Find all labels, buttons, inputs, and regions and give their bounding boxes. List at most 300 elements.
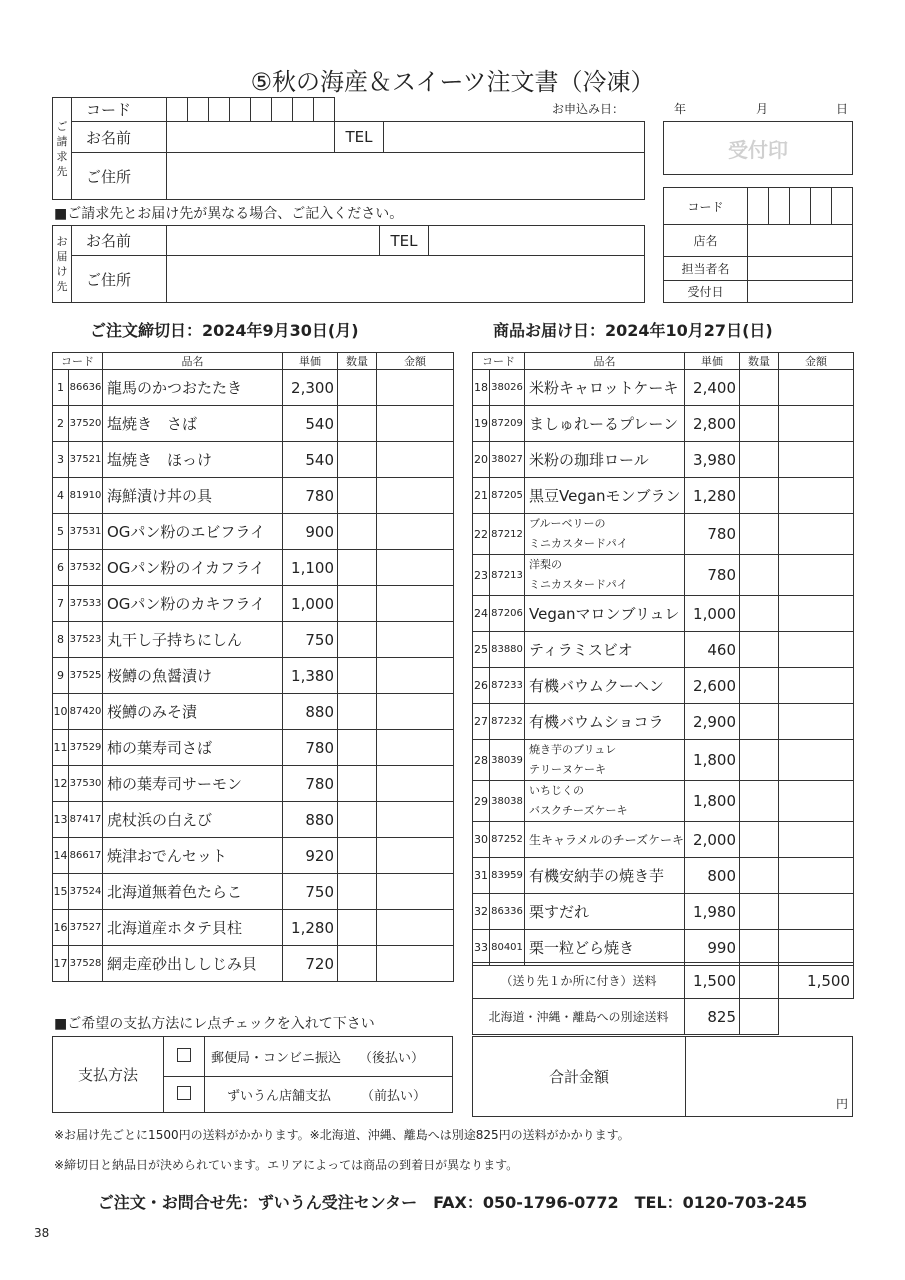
item-amount-field[interactable] bbox=[377, 874, 454, 910]
item-price: 780 bbox=[283, 766, 338, 802]
item-amount-field[interactable] bbox=[377, 622, 454, 658]
header-name: 品名 bbox=[103, 353, 283, 370]
item-amount-field[interactable] bbox=[779, 781, 854, 822]
item-name: ましゅれーるプレーン bbox=[525, 406, 685, 442]
item-price: 780 bbox=[685, 514, 740, 555]
left-product-table bbox=[52, 352, 454, 982]
item-number: 14 bbox=[53, 838, 69, 874]
item-amount-field[interactable] bbox=[779, 894, 854, 930]
item-code: 87212 bbox=[490, 514, 525, 555]
item-price: 1,800 bbox=[685, 781, 740, 822]
item-qty-field[interactable] bbox=[338, 442, 377, 478]
item-amount-field[interactable] bbox=[779, 442, 854, 478]
table-row bbox=[473, 781, 854, 822]
item-number: 6 bbox=[53, 550, 69, 586]
table-row bbox=[53, 586, 454, 622]
item-number: 30 bbox=[473, 822, 490, 858]
item-qty-field[interactable] bbox=[740, 442, 779, 478]
table-row bbox=[53, 838, 454, 874]
table-row bbox=[53, 694, 454, 730]
item-price: 750 bbox=[283, 874, 338, 910]
item-name: OGパン粉のイカフライ bbox=[103, 550, 283, 586]
item-price: 540 bbox=[283, 442, 338, 478]
item-name: 龍馬のかつおたたき bbox=[103, 370, 283, 406]
shipping-qty[interactable] bbox=[740, 963, 779, 999]
item-name: 北海道産ホタテ貝柱 bbox=[103, 910, 283, 946]
item-amount-field[interactable] bbox=[779, 632, 854, 668]
item-code: 37524 bbox=[69, 874, 103, 910]
item-code: 37529 bbox=[69, 730, 103, 766]
shop-staff-field[interactable] bbox=[748, 257, 853, 281]
item-code: 38038 bbox=[490, 781, 525, 822]
table-row bbox=[473, 858, 854, 894]
table-row bbox=[473, 596, 854, 632]
shop-code-cell-5[interactable] bbox=[832, 188, 853, 225]
shop-name-field[interactable] bbox=[748, 225, 853, 257]
apply-date-label: お申込み日： bbox=[552, 102, 625, 116]
item-name: 生キャラメルのチーズケーキ bbox=[525, 822, 685, 858]
checkbox-icon bbox=[177, 1086, 191, 1100]
item-name bbox=[525, 781, 685, 822]
item-qty-field[interactable] bbox=[740, 555, 779, 596]
item-code: 86636 bbox=[69, 370, 103, 406]
table-row bbox=[53, 946, 454, 982]
table-row bbox=[53, 622, 454, 658]
item-price: 1,100 bbox=[283, 550, 338, 586]
item-qty-field[interactable] bbox=[338, 406, 377, 442]
item-price: 1,980 bbox=[685, 894, 740, 930]
item-name: 有機バウムショコラ bbox=[525, 704, 685, 740]
shop-code-label: コード bbox=[664, 188, 748, 225]
shop-code-cell-2[interactable] bbox=[769, 188, 790, 225]
item-number: 25 bbox=[473, 632, 490, 668]
item-name: 丸干し子持ちにしん bbox=[103, 622, 283, 658]
item-qty-field[interactable] bbox=[338, 910, 377, 946]
total-amount-field[interactable] bbox=[686, 1037, 853, 1117]
item-number: 27 bbox=[473, 704, 490, 740]
item-number: 10 bbox=[53, 694, 69, 730]
item-amount-field[interactable] bbox=[377, 766, 454, 802]
item-code: 87252 bbox=[490, 822, 525, 858]
delivery-side-label: お 届 け 先 bbox=[53, 226, 72, 303]
item-name: 柿の葉寿司さば bbox=[103, 730, 283, 766]
right-product-table bbox=[472, 352, 854, 966]
item-number: 31 bbox=[473, 858, 490, 894]
header-name: 品名 bbox=[525, 353, 685, 370]
item-code: 38027 bbox=[490, 442, 525, 478]
item-name-line-1: ブルーベリーの bbox=[529, 517, 606, 530]
item-amount-field[interactable] bbox=[779, 406, 854, 442]
item-price: 1,380 bbox=[283, 658, 338, 694]
item-code: 86617 bbox=[69, 838, 103, 874]
delivery-date: 商品お届け日：2024年10月27日(日) bbox=[493, 321, 773, 340]
item-amount-field[interactable] bbox=[779, 478, 854, 514]
item-qty-field[interactable] bbox=[740, 781, 779, 822]
item-price: 2,400 bbox=[685, 370, 740, 406]
shipping-label: （送り先１か所に付き）送料 bbox=[473, 963, 685, 999]
item-number: 5 bbox=[53, 514, 69, 550]
item-number: 4 bbox=[53, 478, 69, 514]
item-code: 37521 bbox=[69, 442, 103, 478]
item-number: 3 bbox=[53, 442, 69, 478]
total-label: 合計金額 bbox=[473, 1037, 686, 1117]
remote-shipping-qty[interactable] bbox=[740, 999, 779, 1035]
item-name: 海鮮漬け丼の具 bbox=[103, 478, 283, 514]
item-qty-field[interactable] bbox=[740, 406, 779, 442]
item-code: 87232 bbox=[490, 704, 525, 740]
billing-code-cell-3[interactable] bbox=[209, 98, 230, 122]
item-code: 87206 bbox=[490, 596, 525, 632]
billing-code-cell-1[interactable] bbox=[167, 98, 188, 122]
stamp-box bbox=[663, 121, 853, 175]
remote-shipping-label: 北海道・沖縄・離島への別途送料 bbox=[473, 999, 685, 1035]
item-price: 2,000 bbox=[685, 822, 740, 858]
item-number: 16 bbox=[53, 910, 69, 946]
billing-name-field[interactable] bbox=[167, 122, 335, 153]
delivery-name-field[interactable] bbox=[167, 226, 380, 256]
billing-code-cell-4[interactable] bbox=[230, 98, 251, 122]
table-row bbox=[53, 802, 454, 838]
item-amount-field[interactable] bbox=[779, 704, 854, 740]
item-qty-field[interactable] bbox=[740, 930, 779, 966]
item-name-line-2: テリーヌケーキ bbox=[529, 763, 606, 776]
item-name-line-1: 焼き芋のブリュレ bbox=[529, 743, 617, 756]
item-number: 17 bbox=[53, 946, 69, 982]
item-code: 87417 bbox=[69, 802, 103, 838]
item-name: 米粉キャロットケーキ bbox=[525, 370, 685, 406]
item-price: 880 bbox=[283, 802, 338, 838]
item-qty-field[interactable] bbox=[740, 704, 779, 740]
item-price: 2,600 bbox=[685, 668, 740, 704]
item-price: 780 bbox=[685, 555, 740, 596]
item-qty-field[interactable] bbox=[740, 894, 779, 930]
header-price: 単価 bbox=[685, 353, 740, 370]
item-name-line-2: ミニカスタードパイ bbox=[529, 578, 628, 591]
table-row bbox=[473, 406, 854, 442]
order-deadline: ご注文締切日：2024年9月30日(月) bbox=[90, 321, 359, 340]
item-number: 1 bbox=[53, 370, 69, 406]
item-qty-field[interactable] bbox=[740, 858, 779, 894]
table-row bbox=[473, 370, 854, 406]
item-number: 13 bbox=[53, 802, 69, 838]
item-name: Veganマロンブリュレ bbox=[525, 596, 685, 632]
item-code: 81910 bbox=[69, 478, 103, 514]
table-row bbox=[473, 822, 854, 858]
shop-name-label: 店名 bbox=[664, 225, 748, 257]
item-amount-field[interactable] bbox=[779, 822, 854, 858]
item-name bbox=[525, 555, 685, 596]
table-row bbox=[53, 874, 454, 910]
item-code: 87205 bbox=[490, 478, 525, 514]
item-price: 2,300 bbox=[283, 370, 338, 406]
item-qty-field[interactable] bbox=[338, 550, 377, 586]
item-code: 37525 bbox=[69, 658, 103, 694]
item-name: OGパン粉のカキフライ bbox=[103, 586, 283, 622]
item-amount-field[interactable] bbox=[377, 658, 454, 694]
item-price: 920 bbox=[283, 838, 338, 874]
item-price: 2,800 bbox=[685, 406, 740, 442]
table-row bbox=[53, 766, 454, 802]
item-amount-field[interactable] bbox=[779, 740, 854, 781]
table-row bbox=[53, 442, 454, 478]
billing-side-label: ご 請 求 先 bbox=[53, 98, 72, 200]
billing-code-cell-6[interactable] bbox=[272, 98, 293, 122]
table-row bbox=[53, 910, 454, 946]
item-amount-field[interactable] bbox=[779, 930, 854, 966]
item-amount-field[interactable] bbox=[377, 586, 454, 622]
item-amount-field[interactable] bbox=[377, 838, 454, 874]
item-qty-field[interactable] bbox=[338, 514, 377, 550]
item-name: 栗一粒どら焼き bbox=[525, 930, 685, 966]
table-row bbox=[473, 704, 854, 740]
item-qty-field[interactable] bbox=[338, 766, 377, 802]
item-price: 750 bbox=[283, 622, 338, 658]
item-qty-field[interactable] bbox=[338, 730, 377, 766]
item-number: 15 bbox=[53, 874, 69, 910]
payment-label: 支払方法 bbox=[53, 1037, 164, 1113]
item-amount-field[interactable] bbox=[377, 370, 454, 406]
item-qty-field[interactable] bbox=[338, 478, 377, 514]
apply-date-day: 日 bbox=[836, 102, 849, 116]
billing-code-cell-5[interactable] bbox=[251, 98, 272, 122]
table-row bbox=[473, 555, 854, 596]
item-price: 720 bbox=[283, 946, 338, 982]
delivery-tel-field[interactable] bbox=[429, 226, 645, 256]
item-amount-field[interactable] bbox=[377, 514, 454, 550]
page-title: ⑤秋の海産＆スイーツ注文書（冷凍） bbox=[250, 68, 655, 96]
item-number: 9 bbox=[53, 658, 69, 694]
item-qty-field[interactable] bbox=[740, 668, 779, 704]
header-qty: 数量 bbox=[740, 353, 779, 370]
header-price: 単価 bbox=[283, 353, 338, 370]
payment-note: ■ご希望の支払方法にレ点チェックを入れて下さい bbox=[54, 1016, 375, 1032]
item-code: 87420 bbox=[69, 694, 103, 730]
item-amount-field[interactable] bbox=[377, 442, 454, 478]
item-qty-field[interactable] bbox=[338, 694, 377, 730]
shipping-price: 1,500 bbox=[685, 963, 740, 999]
item-price: 1,000 bbox=[283, 586, 338, 622]
table-row bbox=[473, 930, 854, 966]
item-price: 800 bbox=[685, 858, 740, 894]
item-qty-field[interactable] bbox=[338, 586, 377, 622]
shop-box bbox=[663, 187, 853, 303]
item-number: 21 bbox=[473, 478, 490, 514]
item-name: 桜鱒のみそ漬 bbox=[103, 694, 283, 730]
item-code: 37530 bbox=[69, 766, 103, 802]
header-code: コード bbox=[53, 353, 103, 370]
item-amount-field[interactable] bbox=[779, 858, 854, 894]
item-price: 1,800 bbox=[685, 740, 740, 781]
item-amount-field[interactable] bbox=[779, 668, 854, 704]
item-code: 83880 bbox=[490, 632, 525, 668]
item-amount-field[interactable] bbox=[779, 555, 854, 596]
item-name: 焼津おでんセット bbox=[103, 838, 283, 874]
delivery-name-label: お名前 bbox=[72, 226, 167, 256]
item-name: 栗すだれ bbox=[525, 894, 685, 930]
item-name: 有機安納芋の焼き芋 bbox=[525, 858, 685, 894]
table-row bbox=[473, 894, 854, 930]
header-qty: 数量 bbox=[338, 353, 377, 370]
item-qty-field[interactable] bbox=[338, 838, 377, 874]
item-number: 32 bbox=[473, 894, 490, 930]
shipping-table bbox=[472, 962, 854, 1035]
item-amount-field[interactable] bbox=[779, 514, 854, 555]
item-amount-field[interactable] bbox=[377, 946, 454, 982]
table-row bbox=[53, 514, 454, 550]
item-amount-field[interactable] bbox=[377, 802, 454, 838]
shop-code-cell-1[interactable] bbox=[748, 188, 769, 225]
item-name: 塩焼き ほっけ bbox=[103, 442, 283, 478]
item-price: 540 bbox=[283, 406, 338, 442]
item-price: 1,280 bbox=[283, 910, 338, 946]
item-name: 有機バウムクーヘン bbox=[525, 668, 685, 704]
delivery-address-label: ご住所 bbox=[72, 256, 167, 303]
shop-code-cell-3[interactable] bbox=[790, 188, 811, 225]
item-price: 990 bbox=[685, 930, 740, 966]
billing-tel-label: TEL bbox=[335, 122, 384, 153]
item-name: 桜鱒の魚醤漬け bbox=[103, 658, 283, 694]
item-qty-field[interactable] bbox=[740, 370, 779, 406]
billing-code-cell-7[interactable] bbox=[293, 98, 314, 122]
item-name-line-2: バスクチーズケーキ bbox=[529, 804, 628, 817]
table-row bbox=[53, 370, 454, 406]
item-price: 1,280 bbox=[685, 478, 740, 514]
item-price: 2,900 bbox=[685, 704, 740, 740]
item-qty-field[interactable] bbox=[740, 514, 779, 555]
billing-address-label: ご住所 bbox=[72, 153, 167, 200]
table-row bbox=[53, 730, 454, 766]
item-code: 37520 bbox=[69, 406, 103, 442]
header-amount: 金額 bbox=[377, 353, 454, 370]
item-qty-field[interactable] bbox=[338, 622, 377, 658]
shipping-amount: 1,500 bbox=[779, 963, 854, 999]
item-qty-field[interactable] bbox=[740, 740, 779, 781]
item-amount-field[interactable] bbox=[377, 550, 454, 586]
item-code: 87209 bbox=[490, 406, 525, 442]
header-amount: 金額 bbox=[779, 353, 854, 370]
item-number: 33 bbox=[473, 930, 490, 966]
checkbox-icon bbox=[177, 1048, 191, 1062]
item-price: 460 bbox=[685, 632, 740, 668]
item-number: 23 bbox=[473, 555, 490, 596]
item-name bbox=[525, 514, 685, 555]
item-name: 北海道無着色たらこ bbox=[103, 874, 283, 910]
item-name-line-2: ミニカスタードパイ bbox=[529, 537, 628, 550]
item-number: 26 bbox=[473, 668, 490, 704]
shop-date-label: 受付日 bbox=[664, 281, 748, 303]
note-shipping: ※お届け先ごとに1500円の送料がかかります。※北海道、沖縄、離島へは別途825円の送料がかかります。 bbox=[54, 1128, 630, 1142]
item-name-line-1: 洋梨の bbox=[529, 558, 562, 571]
item-qty-field[interactable] bbox=[740, 822, 779, 858]
item-number: 19 bbox=[473, 406, 490, 442]
shop-date-field[interactable] bbox=[748, 281, 853, 303]
item-amount-field[interactable] bbox=[377, 478, 454, 514]
total-table bbox=[472, 1036, 853, 1117]
item-number: 18 bbox=[473, 370, 490, 406]
item-amount-field[interactable] bbox=[377, 406, 454, 442]
payment-option-store: ずいうん店舗支払 （前払い） bbox=[205, 1077, 453, 1113]
page-number: 38 bbox=[34, 1226, 50, 1240]
item-name: 塩焼き さば bbox=[103, 406, 283, 442]
payment-table bbox=[52, 1036, 453, 1113]
payment-checkbox-postal[interactable] bbox=[164, 1037, 205, 1077]
item-price: 3,980 bbox=[685, 442, 740, 478]
item-price: 1,000 bbox=[685, 596, 740, 632]
note-deadline: ※締切日と納品日が決められています。エリアによっては商品の到着日が異なります。 bbox=[54, 1158, 519, 1172]
item-qty-field[interactable] bbox=[740, 596, 779, 632]
table-row bbox=[473, 740, 854, 781]
item-qty-field[interactable] bbox=[740, 478, 779, 514]
contact-info: ご注文・お問合せ先：ずいうん受注センター FAX：050-1796-0772 TEL：0120-703-245 bbox=[97, 1193, 808, 1212]
item-number: 22 bbox=[473, 514, 490, 555]
item-code: 37528 bbox=[69, 946, 103, 982]
item-number: 20 bbox=[473, 442, 490, 478]
billing-code-cell-8[interactable] bbox=[314, 98, 335, 122]
table-row bbox=[53, 658, 454, 694]
item-code: 37532 bbox=[69, 550, 103, 586]
item-name: ティラミスビオ bbox=[525, 632, 685, 668]
item-number: 12 bbox=[53, 766, 69, 802]
item-number: 7 bbox=[53, 586, 69, 622]
item-number: 2 bbox=[53, 406, 69, 442]
item-code: 38026 bbox=[490, 370, 525, 406]
item-code: 80401 bbox=[490, 930, 525, 966]
item-amount-field[interactable] bbox=[377, 694, 454, 730]
apply-date-month: 月 bbox=[756, 102, 769, 116]
item-amount-field[interactable] bbox=[779, 370, 854, 406]
item-amount-field[interactable] bbox=[377, 910, 454, 946]
item-code: 37523 bbox=[69, 622, 103, 658]
billing-tel-field[interactable] bbox=[384, 122, 645, 153]
item-qty-field[interactable] bbox=[740, 632, 779, 668]
item-price: 880 bbox=[283, 694, 338, 730]
item-code: 83959 bbox=[490, 858, 525, 894]
item-amount-field[interactable] bbox=[779, 596, 854, 632]
billing-code-cell-2[interactable] bbox=[188, 98, 209, 122]
table-row bbox=[473, 668, 854, 704]
item-amount-field[interactable] bbox=[377, 730, 454, 766]
item-qty-field[interactable] bbox=[338, 802, 377, 838]
header-code: コード bbox=[473, 353, 525, 370]
item-code: 37527 bbox=[69, 910, 103, 946]
delivery-address-field[interactable] bbox=[167, 256, 645, 303]
billing-name-label: お名前 bbox=[72, 122, 167, 153]
item-number: 24 bbox=[473, 596, 490, 632]
item-name-line-1: いちじくの bbox=[529, 784, 584, 797]
item-number: 8 bbox=[53, 622, 69, 658]
item-qty-field[interactable] bbox=[338, 370, 377, 406]
table-row bbox=[473, 442, 854, 478]
item-price: 780 bbox=[283, 478, 338, 514]
item-name: 米粉の珈琲ロール bbox=[525, 442, 685, 478]
billing-address-field[interactable] bbox=[167, 153, 645, 200]
item-qty-field[interactable] bbox=[338, 946, 377, 982]
delivery-tel-label: TEL bbox=[380, 226, 429, 256]
item-qty-field[interactable] bbox=[338, 658, 377, 694]
item-number: 28 bbox=[473, 740, 490, 781]
item-qty-field[interactable] bbox=[338, 874, 377, 910]
item-code: 87233 bbox=[490, 668, 525, 704]
item-code: 38039 bbox=[490, 740, 525, 781]
item-price: 900 bbox=[283, 514, 338, 550]
apply-date-year: 年 bbox=[674, 102, 687, 116]
shop-code-cell-4[interactable] bbox=[811, 188, 832, 225]
item-number: 29 bbox=[473, 781, 490, 822]
billing-code-label: コード bbox=[72, 98, 167, 122]
stamp-label: 受付印 bbox=[664, 122, 853, 175]
delivery-table bbox=[52, 225, 645, 303]
payment-checkbox-store[interactable] bbox=[164, 1077, 205, 1113]
